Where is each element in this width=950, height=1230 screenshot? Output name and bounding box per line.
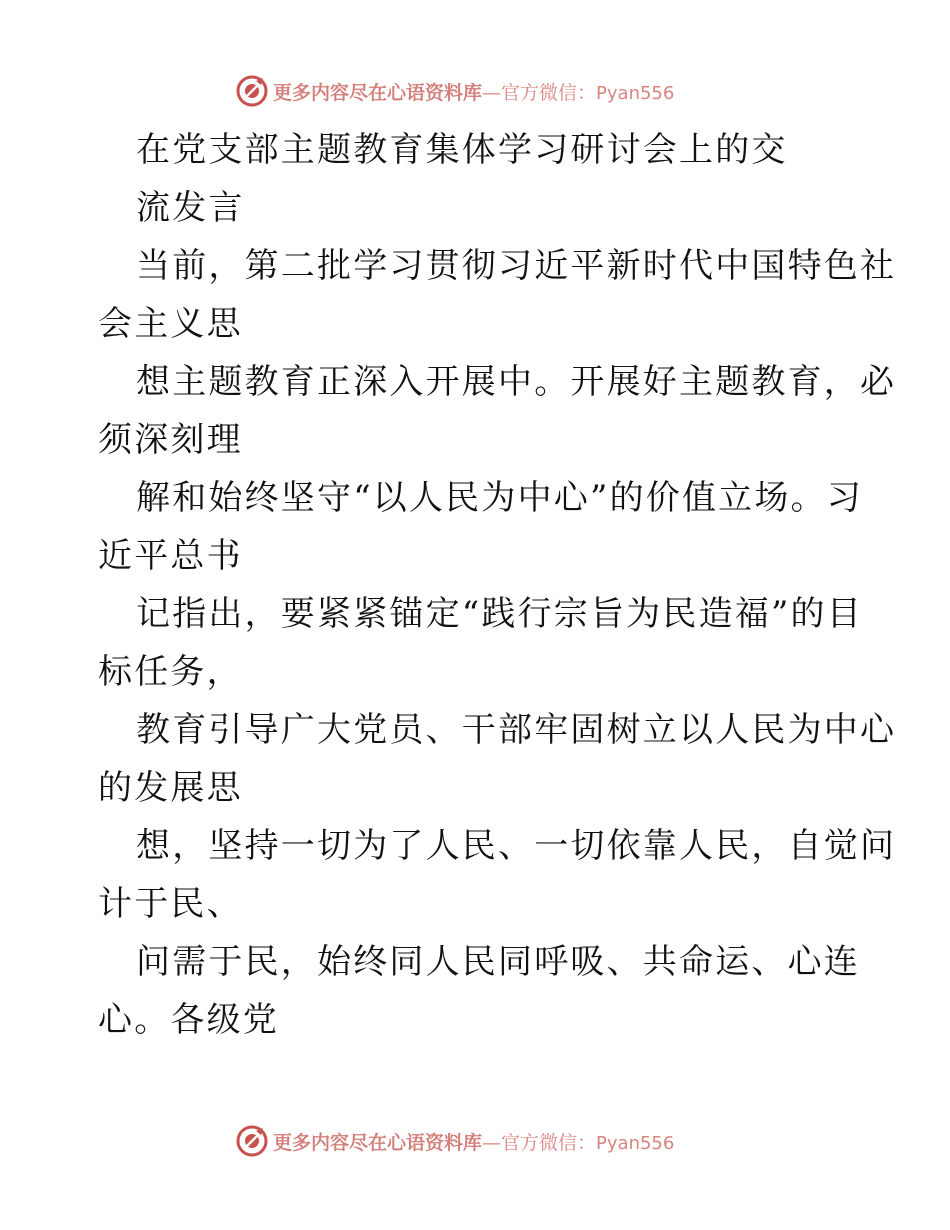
header-banner xyxy=(236,74,716,108)
footer-brand-text xyxy=(273,1128,674,1155)
text-line: 解和始终坚守“以人民为中心”的价值立场。习 xyxy=(136,478,863,518)
text-line: 的发展思 xyxy=(98,768,243,808)
seal-logo-icon xyxy=(236,75,268,107)
text-line: 标任务， xyxy=(98,652,243,692)
text-line: 在党支部主题教育集体学习研讨会上的交 xyxy=(136,130,788,170)
footer-banner xyxy=(236,1124,716,1158)
footer-brand: 更多内容尽在心语资料库 xyxy=(273,1131,483,1154)
text-line: 当前，第二批学习贯彻习近平新时代中国特色社 xyxy=(136,246,897,286)
text-line: 教育引导广大党员、干部牢固树立以人民为中心 xyxy=(136,710,897,750)
seal-logo-icon xyxy=(236,1125,268,1157)
text-line: 记指出，要紧紧锚定“践行宗旨为民造福”的目 xyxy=(136,594,863,634)
header-dash: — xyxy=(482,81,502,104)
footer-wechat-id: Pyan556 xyxy=(596,1132,675,1154)
footer-wechat-label: 官方微信： xyxy=(501,1131,597,1154)
header-wechat-label: 官方微信： xyxy=(501,81,597,104)
document-body xyxy=(98,121,897,1049)
header-brand: 更多内容尽在心语资料库 xyxy=(273,81,483,104)
text-line: 会主义思 xyxy=(98,304,243,344)
header-wechat-id: Pyan556 xyxy=(596,82,675,104)
text-line: 想，坚持一切为了人民、一切依靠人民，自觉问 xyxy=(136,826,897,866)
text-line: 近平总书 xyxy=(98,536,243,576)
text-line: 计于民、 xyxy=(98,884,243,924)
text-line: 问需于民，始终同人民同呼吸、共命运、心连 xyxy=(136,942,860,982)
footer-dash: — xyxy=(482,1131,502,1154)
text-line: 想主题教育正深入开展中。开展好主题教育，必 xyxy=(136,362,897,402)
text-line: 心。各级党 xyxy=(98,1000,279,1040)
header-brand-text xyxy=(273,78,674,105)
text-line: 流发言 xyxy=(136,188,245,228)
text-line: 须深刻理 xyxy=(98,420,243,460)
